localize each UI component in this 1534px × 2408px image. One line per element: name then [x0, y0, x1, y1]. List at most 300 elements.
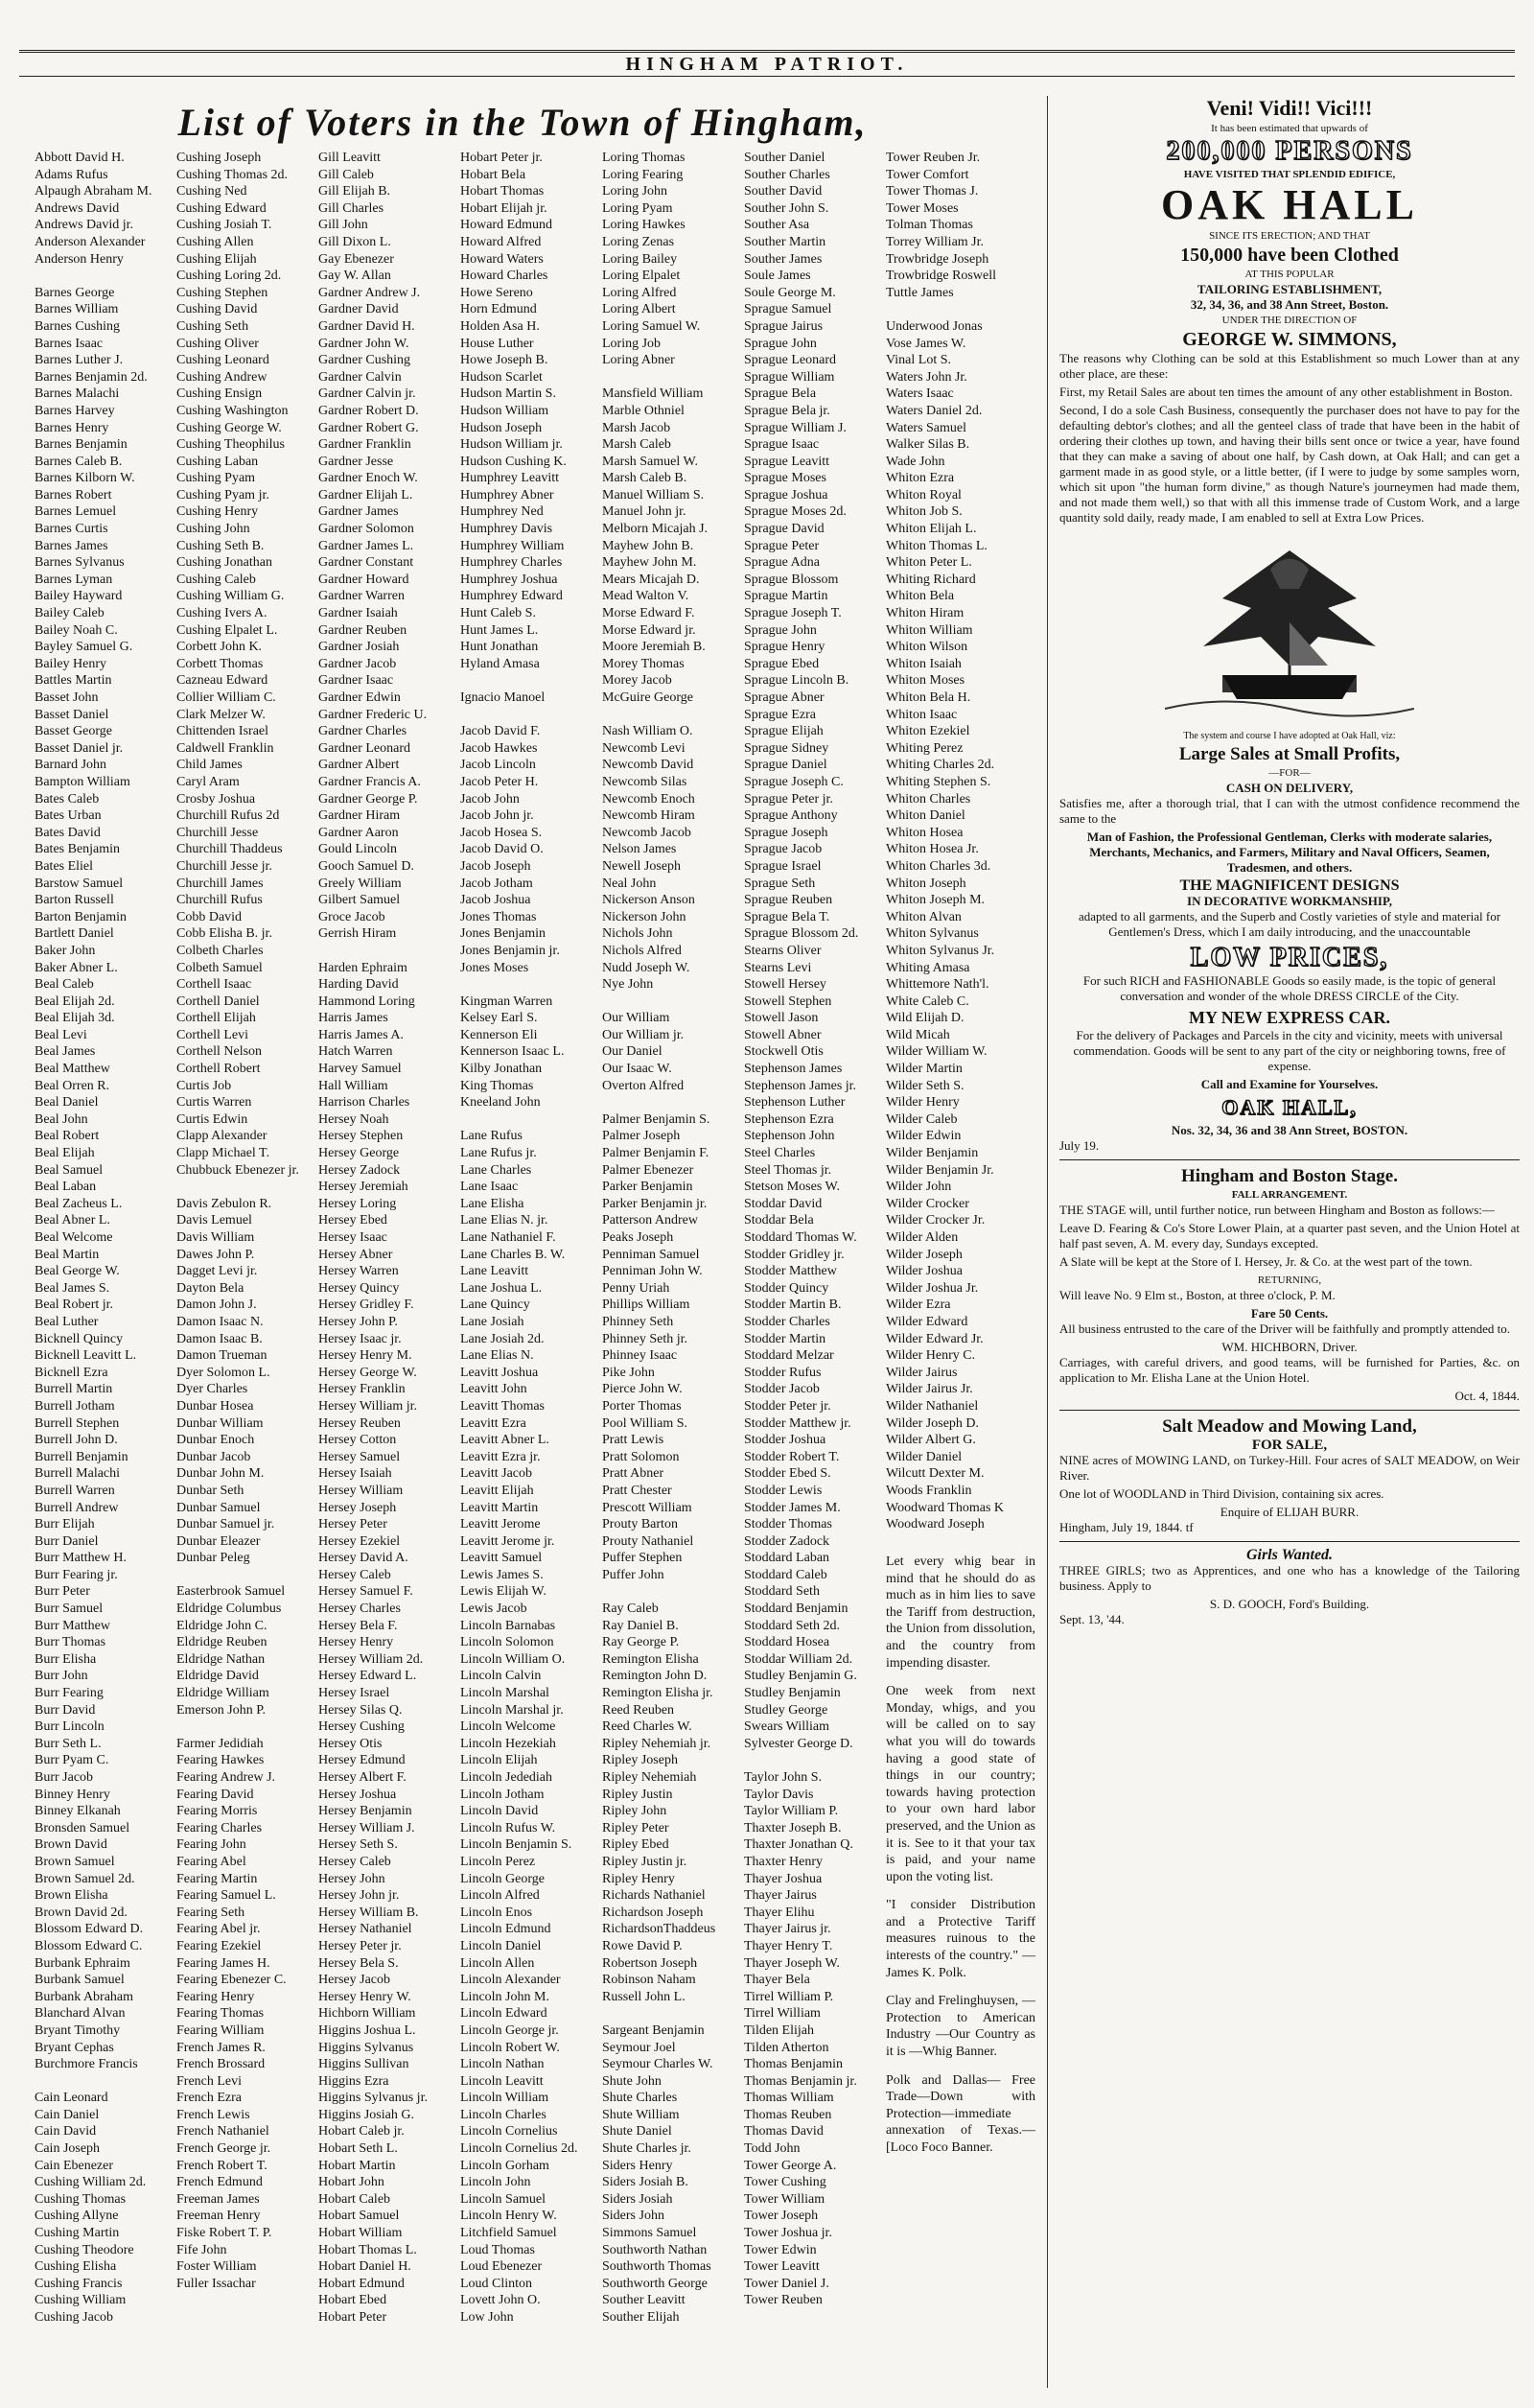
voter-name: Taylor William P. — [744, 1804, 839, 1819]
voter-name: Loud Thomas — [460, 2242, 535, 2257]
voter-name: Dayton Bela — [176, 1280, 244, 1296]
voter-name: Barnard John — [35, 758, 107, 773]
voter-name: Tuttle James — [886, 285, 954, 300]
voter-name: Hersey Nathaniel — [318, 1922, 412, 1937]
voter-name: Gilbert Samuel — [318, 893, 401, 908]
voter-name: Gould Lincoln — [318, 842, 398, 857]
voter-name: Lincoln Robert W. — [460, 2040, 560, 2055]
voter-name: Howe Sereno — [460, 285, 533, 300]
voter-name: Phillips William — [602, 1298, 690, 1313]
voter-name: Baker Abner L. — [35, 960, 118, 975]
voter-name: Leavitt Ezra — [460, 1415, 526, 1431]
voter-name: Russell John L. — [602, 1989, 686, 2004]
voter-name: Damon Trueman — [176, 1348, 267, 1364]
voter-name: Penny Uriah — [602, 1280, 670, 1296]
voter-name: Adams Rufus — [35, 167, 108, 182]
voter-name: Hersey Quincy — [318, 1280, 400, 1296]
voter-name: Loring Samuel W. — [602, 318, 701, 334]
voter-name: Hunt Caleb S. — [460, 606, 536, 621]
voter-name: Loring Thomas — [602, 151, 686, 165]
voter-name: Hersey Otis — [318, 1736, 383, 1751]
voter-name: Burr Fearing — [35, 1686, 104, 1701]
voter-column-5 — [602, 150, 748, 2374]
voter-name: Hunt Jonathan — [460, 640, 539, 655]
voter-name: Humphrey Leavitt — [460, 471, 560, 486]
voter-name: Jones Benjamin — [460, 926, 546, 942]
voter-name: Cushing Jacob — [35, 2310, 114, 2325]
voter-name: Hersey William — [318, 1483, 404, 1498]
voter-name: Hersey John jr. — [318, 1888, 400, 1904]
voter-name: Cushing Elpalet L. — [176, 622, 278, 638]
voter-name: Loring John — [602, 184, 668, 199]
voter-name: Hobart Daniel H. — [318, 2259, 411, 2275]
voter-name: Lane Joshua L. — [460, 1280, 543, 1296]
ad-stage-title: Hingham and Boston Stage. — [1181, 1166, 1398, 1186]
voter-name: Nickerson John — [602, 909, 686, 924]
voter-name: Blossom Edward C. — [35, 1938, 143, 1953]
voter-name: Trowbridge Joseph — [886, 251, 989, 267]
voter-name: Cushing Edward — [176, 200, 267, 216]
voter-name: Lincoln John — [460, 2175, 531, 2190]
voter-name: Fearing Morris — [176, 1804, 258, 1819]
voter-name: Howe Joseph B. — [460, 353, 548, 368]
voter-name: Beal Elijah — [35, 1146, 95, 1161]
voter-name: Wilder Edward — [886, 1314, 968, 1329]
voter-name: Prescott William — [602, 1500, 692, 1515]
voter-name: Seymour Charles W. — [602, 2057, 713, 2072]
voter-name: Whiton Sylvanus — [886, 926, 979, 942]
voter-name: Stodder Robert T. — [744, 1449, 840, 1464]
voter-name: Gardner Solomon — [318, 522, 414, 537]
voter-name: Lincoln George — [460, 1871, 545, 1886]
voter-name: Lewis Jacob — [460, 1601, 527, 1617]
voter-name: Humphrey Edward — [460, 589, 563, 604]
voter-name: Stearns Levi — [744, 960, 812, 975]
voter-name: Brown David — [35, 1837, 107, 1853]
voter-name: Whiton Ezekiel — [886, 724, 970, 739]
voter-name: Whiton Joseph M. — [886, 893, 986, 908]
voter-name: Bates Urban — [35, 808, 102, 824]
voter-name: Tower George A. — [744, 2158, 837, 2173]
voter-name: Curtis Edwin — [176, 1111, 248, 1127]
voter-name: Gardner Jacob — [318, 656, 397, 671]
voter-name: Barnes Malachi — [35, 386, 120, 402]
voter-name: Hersey Loring — [318, 1196, 397, 1211]
voter-name: Cain Leonard — [35, 2091, 108, 2106]
voter-name: Gay Ebenezer — [318, 251, 394, 267]
voter-name: Cushing Pyam jr. — [176, 487, 269, 503]
voter-name: Beal James S. — [35, 1280, 110, 1296]
voter-name: Sprague Blossom 2d. — [744, 926, 859, 942]
ad-girls-sig: S. D. GOOCH, Ford's Building. — [1209, 1597, 1370, 1611]
voter-name: Whiton Hosea — [886, 825, 964, 840]
voter-name: Vinal Lot S. — [886, 353, 951, 368]
voter-name: Litchfield Samuel — [460, 2226, 557, 2241]
voter-name: Hichborn William — [318, 2006, 416, 2022]
ad-date: July 19. — [1059, 1138, 1100, 1153]
voter-name: Souther Charles — [744, 167, 830, 182]
voter-name: Sprague John — [744, 622, 817, 638]
voter-name: Souther Daniel — [744, 151, 825, 165]
voter-name: Lincoln Welcome — [460, 1719, 556, 1735]
stage-ad — [1059, 1166, 1520, 1404]
voter-name: Leavitt Jerome jr. — [460, 1533, 555, 1549]
masthead: HINGHAM PATRIOT. — [19, 50, 1515, 77]
ad-text: THE STAGE will, until further notice, run between Hingham and Boston as follows:— — [1059, 1203, 1495, 1217]
voter-name: Binney Henry — [35, 1787, 110, 1802]
voter-name: Andrews David jr. — [35, 218, 134, 233]
voter-name: Hersey Caleb — [318, 1567, 391, 1582]
voter-name: Loud Ebenezer — [460, 2259, 543, 2275]
voter-name: Thaxter Henry — [744, 1854, 824, 1869]
ad-since: SINCE ITS ERECTION; AND THAT — [1209, 230, 1370, 242]
voter-name: Todd John — [744, 2141, 801, 2157]
voter-name: Cushing Theodore — [35, 2242, 134, 2257]
voter-name: Anderson Henry — [35, 251, 124, 267]
voter-name: Gardner Leonard — [318, 740, 411, 756]
voter-name: Beal Orren R. — [35, 1078, 110, 1093]
voter-name: Damon John J. — [176, 1298, 257, 1313]
voter-name: Beal Abner L. — [35, 1213, 110, 1228]
voter-name: Tirrel William — [744, 2006, 821, 2022]
voter-name: Thayer Henry T. — [744, 1938, 833, 1953]
voter-name: Stoddard Seth — [744, 1584, 820, 1600]
voter-name: Tower Thomas J. — [886, 184, 979, 199]
voter-name: Bayley Samuel G. — [35, 640, 133, 655]
voter-name: Moore Jeremiah B. — [602, 640, 706, 655]
ad-text: NINE acres of MOWING LAND, on Turkey-Hill. Four acres of SALT MEADOW, on Weir River. — [1059, 1453, 1520, 1483]
voter-name: Mears Micajah D. — [602, 572, 700, 587]
voter-name: Hersey Noah — [318, 1111, 389, 1127]
ad-text: Will leave No. 9 Elm st., Boston, at three o'clock, P. M. — [1059, 1288, 1336, 1302]
voter-name: Bailey Noah C. — [35, 622, 118, 638]
voter-name: Fearing John — [176, 1837, 246, 1853]
voter-name: Wilder Jairus Jr. — [886, 1382, 973, 1397]
voter-name: Puffer Stephen — [602, 1551, 683, 1566]
voter-name: Wilder Benjamin Jr. — [886, 1162, 994, 1178]
voter-name: Remington John D. — [602, 1669, 708, 1684]
voter-name: Bates Eliel — [35, 858, 94, 874]
voter-name: Stowell Abner — [744, 1027, 822, 1042]
section-gap — [744, 1752, 890, 1769]
voter-name: Ripley Joseph — [602, 1753, 678, 1768]
voter-name: Whiton Joseph — [886, 876, 966, 891]
voter-name: Whiton Daniel — [886, 808, 965, 824]
voter-name: Ray Daniel B. — [602, 1618, 679, 1633]
section-gap — [602, 707, 748, 724]
voter-name: Morse Edward jr. — [602, 622, 696, 638]
voter-name: Souther Martin — [744, 234, 826, 249]
voter-name: Gardner Warren — [318, 589, 405, 604]
voter-name: Sprague Leonard — [744, 353, 837, 368]
voter-name: Palmer Benjamin F. — [602, 1146, 709, 1161]
voter-name: Sprague Seth — [744, 876, 816, 891]
voter-name: Wilder Crocker Jr. — [886, 1213, 986, 1228]
voter-name: Lincoln Jedediah — [460, 1770, 553, 1785]
voter-name: Higgins Josiah G. — [318, 2107, 414, 2122]
voter-name: Whiton Hosea Jr. — [886, 842, 979, 857]
voter-name: Phinney Seth jr. — [602, 1331, 688, 1346]
ad-stage-sub: FALL ARRANGEMENT. — [1231, 1189, 1348, 1201]
voter-name: Hersey Israel — [318, 1686, 390, 1701]
voter-name: Fearing Hawkes — [176, 1753, 265, 1768]
voter-name: Dunbar Peleg — [176, 1551, 250, 1566]
voter-name: Cushing Ensign — [176, 386, 263, 402]
voter-name: Beal Zacheus L. — [35, 1196, 123, 1211]
ad-address: 32, 34, 36, and 38 Ann Street, Boston. — [1190, 297, 1389, 312]
voter-name: Burrell Jotham — [35, 1398, 115, 1414]
voter-name: Hersey Edmund — [318, 1753, 406, 1768]
voter-name: Whiton Isaac — [886, 707, 958, 722]
voter-name: Corthell Robert — [176, 1062, 261, 1077]
voter-name: Gay W. Allan — [318, 269, 391, 284]
voter-name: Harris James A. — [318, 1027, 405, 1042]
voter-name: Bicknell Ezra — [35, 1365, 108, 1380]
voter-name: Hersey William B. — [318, 1905, 419, 1920]
ad-stage-date: Oct. 4, 1844. — [1454, 1389, 1520, 1403]
voter-name: Jacob David F. — [460, 724, 541, 739]
voter-name: Stodder Matthew jr. — [744, 1415, 851, 1431]
ad-persons: 200,000 PERSONS — [1166, 136, 1413, 166]
voter-name: Stowell Jason — [744, 1011, 819, 1026]
voter-name: Stephenson James jr. — [744, 1078, 857, 1093]
voter-name: Gill Leavitt — [318, 151, 381, 165]
voter-name: Burrell Malachi — [35, 1466, 121, 1482]
voter-name: Rowe David P. — [602, 1938, 683, 1953]
voter-name: Whiton Wilson — [886, 640, 968, 655]
voter-name: Jacob Joshua — [460, 893, 531, 908]
girls-wanted-ad — [1059, 1548, 1520, 1627]
voter-name: Blossom Edward D. — [35, 1922, 144, 1937]
voter-name: Lovett John O. — [460, 2293, 541, 2308]
voter-name: Lane Elias N. — [460, 1348, 534, 1364]
voter-name: Easterbrook Samuel — [176, 1584, 286, 1600]
voter-name: Gill Dixon L. — [318, 234, 391, 249]
ad-large-sales: Large Sales at Small Profits, — [1178, 744, 1401, 764]
voter-name: Davis Lemuel — [176, 1213, 252, 1228]
voter-name: Burrell Andrew — [35, 1500, 119, 1515]
voter-name: Damon Isaac N. — [176, 1314, 264, 1329]
voter-name: Harvey Samuel — [318, 1062, 402, 1077]
voter-name: Tower William — [744, 2191, 825, 2207]
voter-name: Barnes Lemuel — [35, 504, 117, 520]
voter-name: Lincoln Charles — [460, 2107, 546, 2122]
voter-name: Dagget Levi jr. — [176, 1264, 258, 1279]
voter-name: Eldridge Columbus — [176, 1601, 282, 1617]
voter-name: Jacob Jotham — [460, 876, 533, 891]
voter-name: Southworth Nathan — [602, 2242, 708, 2257]
ad-simmons: GEORGE W. SIMMONS, — [1182, 329, 1397, 350]
voter-name: Binney Elkanah — [35, 1804, 121, 1819]
voter-name: Ripley John — [602, 1804, 667, 1819]
voter-name: Hersey Isaac — [318, 1230, 387, 1245]
voter-name: Hobart Caleb jr. — [318, 2124, 405, 2139]
voter-name: Tower Joshua jr. — [744, 2226, 832, 2241]
voter-name: Jacob David O. — [460, 842, 544, 857]
voter-name: Foster William — [176, 2259, 257, 2275]
voter-name: Cushing Ivers A. — [176, 606, 267, 621]
voter-name: Jacob John jr. — [460, 808, 534, 824]
voter-name: Cain Ebenezer — [35, 2158, 114, 2173]
voter-name: Studley Benjamin — [744, 1686, 841, 1701]
voter-name: Hudson Cushing K. — [460, 454, 567, 469]
voter-name: Hobart Caleb — [318, 2191, 391, 2207]
voter-name: Barstow Samuel — [35, 876, 124, 891]
voter-name: Ripley Ebed — [602, 1837, 669, 1853]
ad-nos: Nos. 32, 34, 36 and 38 Ann Street, BOSTON. — [1171, 1123, 1408, 1137]
voter-name: Woodward Thomas K — [886, 1500, 1005, 1515]
voter-name: Pratt Lewis — [602, 1433, 664, 1448]
voter-name: Whiting Amasa — [886, 960, 970, 975]
voter-name: Sprague Sidney — [744, 740, 829, 756]
voter-name: Loring Pyam — [602, 200, 673, 216]
section-gap — [602, 1094, 748, 1111]
voter-name: Tower Cushing — [744, 2175, 826, 2190]
voter-name: Palmer Benjamin S. — [602, 1111, 710, 1127]
voter-name: Dunbar Hosea — [176, 1398, 254, 1414]
voter-name: Hobart Peter jr. — [460, 151, 543, 165]
voter-name: Bryant Cephas — [35, 2040, 114, 2055]
voter-name: Vose James W. — [886, 336, 966, 351]
voter-name: Stoddar Bela — [744, 1213, 814, 1228]
voter-name: Kennerson Eli — [460, 1027, 538, 1042]
voter-name: Eldridge Nathan — [176, 1651, 266, 1667]
voter-name: Brown Samuel 2d. — [35, 1871, 135, 1886]
voter-name: Waters Daniel 2d. — [886, 403, 983, 418]
voter-name: Soule George M. — [744, 285, 836, 300]
voter-name: Mead Walton V. — [602, 589, 689, 604]
voter-name: Hersey Abner — [318, 1247, 393, 1262]
voter-name: Bartlett Daniel — [35, 926, 114, 942]
voter-name: Wilder Daniel — [886, 1449, 963, 1464]
voter-name: Loud Clinton — [460, 2276, 533, 2291]
voter-name: Lincoln Solomon — [460, 1635, 554, 1650]
voter-name: Barnes Benjamin — [35, 437, 128, 453]
voter-name: Leavitt Joshua — [460, 1365, 539, 1380]
voter-name: Beal Welcome — [35, 1230, 113, 1245]
ad-stage-fare: Fare 50 Cents. — [1250, 1306, 1329, 1321]
voter-name: Kneeland John — [460, 1095, 541, 1110]
voter-name: Harrison Charles — [318, 1095, 410, 1110]
voter-name: Jacob Joseph — [460, 858, 531, 874]
voter-name: Churchill Rufus — [176, 893, 263, 908]
voter-name: Ripley Henry — [602, 1871, 675, 1886]
voter-name: Reed Reuben — [602, 1702, 675, 1718]
voter-name: Gardner Robert D. — [318, 403, 419, 418]
voter-name: Basset Daniel — [35, 707, 109, 722]
voter-name: Cushing Thomas — [35, 2191, 127, 2207]
voter-name: Wilder Edward Jr. — [886, 1331, 984, 1346]
section-gap — [318, 943, 464, 960]
voter-name: Cushing Allyne — [35, 2209, 119, 2224]
voter-name: Stodder Thomas — [744, 1517, 832, 1532]
voter-name: Beal Matthew — [35, 1062, 110, 1077]
voter-name: Wilder Jairus — [886, 1365, 958, 1380]
voter-name: Our Isaac W. — [602, 1062, 672, 1077]
voter-name: Emerson John P. — [176, 1702, 266, 1718]
voter-name: Gardner John W. — [318, 336, 409, 351]
voter-name: Hersey Samuel — [318, 1449, 401, 1464]
whig-note-paragraph: Let every whig bear in mind that he should do as much as in him lies to save the Tariff from destruction, the Union from dissolution, and the country from impending disaster. — [886, 1555, 1035, 1671]
voter-name: Hersey Isaac jr. — [318, 1331, 402, 1346]
voter-name: Robinson Naham — [602, 1973, 696, 1988]
voter-name: Dawes John P. — [176, 1247, 255, 1262]
voter-name: Barnes Isaac — [35, 336, 104, 351]
voter-name: Stephenson Ezra — [744, 1111, 834, 1127]
voter-name: Basset Daniel jr. — [35, 740, 124, 756]
voter-name: Cushing Martin — [35, 2226, 120, 2241]
voter-column-2 — [176, 150, 322, 2374]
voter-name: Siders John — [602, 2209, 664, 2224]
voter-name: Whittemore Nath'l. — [886, 977, 989, 993]
voter-name: Thayer Joshua — [744, 1871, 823, 1886]
voter-name: Barnes Sylvanus — [35, 555, 125, 571]
voter-name: Stoddard Seth 2d. — [744, 1618, 840, 1633]
voter-name: Siders Josiah B. — [602, 2175, 688, 2190]
voter-name: Thayer Elihu — [744, 1905, 815, 1920]
voter-name: Hersey Isaiah — [318, 1466, 392, 1482]
voter-name: Burr Peter — [35, 1584, 90, 1600]
voter-name: Woodward Joseph — [886, 1517, 985, 1531]
voter-name: Mayhew John M. — [602, 555, 697, 571]
voter-name: Beal George W. — [35, 1264, 120, 1279]
voter-name: Waters Isaac — [886, 386, 954, 402]
ad-caption: The system and course I have adopted at Oak Hall, viz: — [1183, 731, 1396, 741]
voter-name: Burr Elijah — [35, 1517, 95, 1532]
voter-name: Stodder Peter jr. — [744, 1398, 831, 1414]
voter-name: Reed Charles W. — [602, 1719, 692, 1735]
voter-name: Gardner David H. — [318, 318, 415, 334]
voter-name: Underwood Jonas — [886, 318, 983, 334]
voter-name: Our Daniel — [602, 1044, 662, 1060]
voter-name: Lincoln Barnabas — [460, 1618, 556, 1633]
voter-name: Newcomb Levi — [602, 740, 686, 756]
voter-name: Sprague Abner — [744, 690, 825, 705]
voter-name: Hersey Cushing — [318, 1719, 405, 1735]
voter-column-7 — [886, 150, 1043, 1531]
voter-name: Curtis Warren — [176, 1095, 252, 1110]
voter-name: Sprague Daniel — [744, 758, 827, 773]
voter-name: Gardner Josiah — [318, 640, 400, 655]
voter-name: Wilder William W. — [886, 1044, 988, 1060]
voter-name: Stodder James M. — [744, 1500, 841, 1515]
voter-name: Shute Daniel — [602, 2124, 672, 2139]
voter-name: Hersey Jeremiah — [318, 1180, 408, 1195]
voter-name: Burr Samuel — [35, 1601, 104, 1617]
ad-girls-title: Girls Wanted. — [1245, 1547, 1334, 1563]
voter-name: Stodder Quincy — [744, 1280, 829, 1296]
divider — [1059, 1410, 1520, 1411]
voter-name: Taylor John S. — [744, 1770, 823, 1785]
voter-name: Lincoln Marshal — [460, 1686, 549, 1701]
voter-name: Burr Jacob — [35, 1770, 94, 1785]
voter-name: Leavitt Ezra jr. — [460, 1449, 541, 1464]
voter-name: Burr John — [35, 1669, 88, 1684]
voter-name: Corthell Isaac — [176, 977, 252, 993]
voter-name: Wilder Henry C. — [886, 1348, 976, 1364]
voter-name: Burchmore Francis — [35, 2057, 138, 2072]
voter-name: Thomas Reuben — [744, 2107, 832, 2122]
voter-name: Gardner Hiram — [318, 808, 401, 824]
voter-name: Low John — [460, 2310, 514, 2325]
voter-name: Dyer Solomon L. — [176, 1365, 270, 1380]
voter-name: Brown Samuel — [35, 1854, 115, 1869]
voter-name: Taylor Davis — [744, 1787, 814, 1802]
voter-name: Hersey David A. — [318, 1551, 408, 1566]
voter-name: Wilder Seth S. — [886, 1078, 965, 1093]
voter-name: Burr Matthew H. — [35, 1551, 128, 1566]
voter-name: Hersey Albert F. — [318, 1770, 407, 1785]
